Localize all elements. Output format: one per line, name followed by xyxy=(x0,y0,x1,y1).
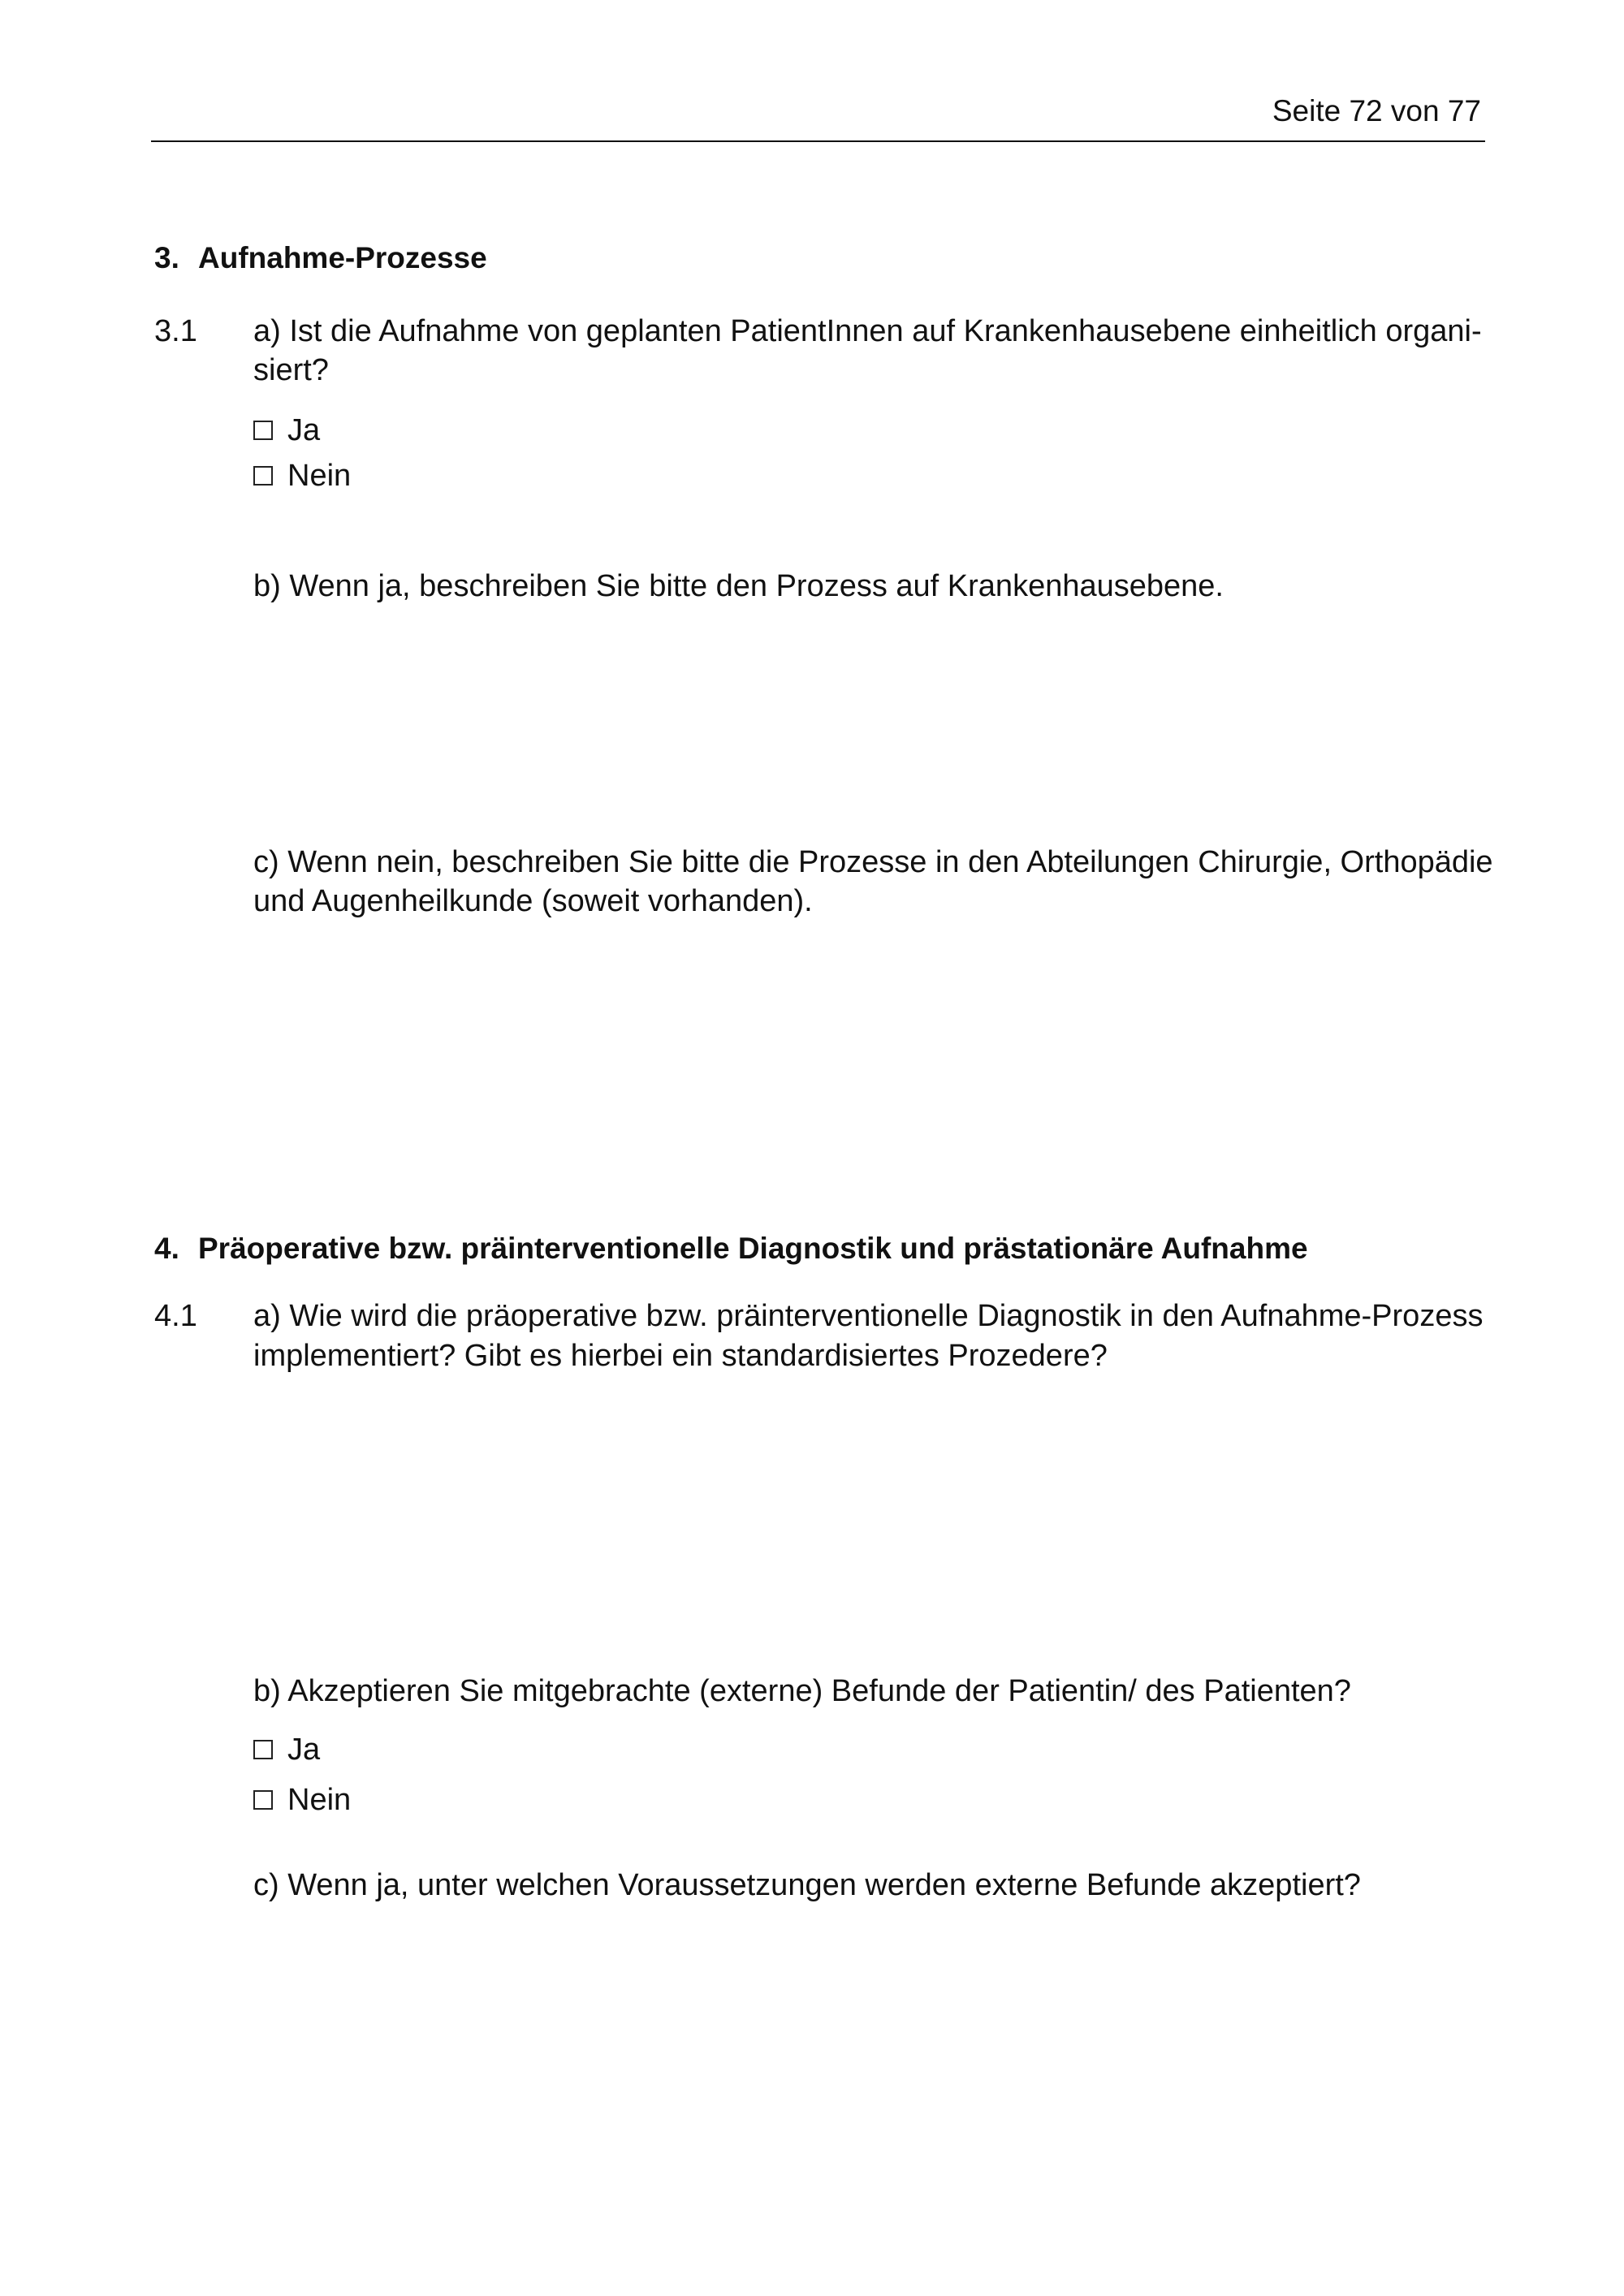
section-3-heading xyxy=(154,238,487,278)
option-label: Nein xyxy=(287,459,352,493)
checkbox-icon[interactable] xyxy=(253,466,273,486)
question-4-1-c: c) Wenn ja, unter welchen Voraussetzungen werden externe Befunde akzeptiert? xyxy=(253,1868,1361,1902)
option-3-1-ja[interactable] xyxy=(253,410,320,451)
section-4-number: 4. xyxy=(154,1232,179,1265)
header-divider xyxy=(151,140,1485,142)
question-3-1-c-line1: c) Wenn nein, beschreiben Sie bitte die Prozesse in den Abteilungen Chirurgie, Orthopädie xyxy=(253,845,1493,879)
question-3-1-c-line2: und Augenheilkunde (soweit vorhanden). xyxy=(253,884,813,918)
checkbox-icon[interactable] xyxy=(253,1740,273,1759)
option-label: Nein xyxy=(287,1783,352,1817)
option-3-1-nein[interactable] xyxy=(253,455,351,496)
option-label: Ja xyxy=(287,1733,321,1767)
section-4-title: Präoperative bzw. präinterventionelle Diagnostik und prästationäre Aufnahme xyxy=(198,1232,1308,1265)
section-3-number: 3. xyxy=(154,241,179,274)
question-3-1-a-line2: siert? xyxy=(253,353,329,387)
checkbox-icon[interactable] xyxy=(253,421,273,440)
section-4-heading xyxy=(154,1228,1308,1269)
question-3-1-a-line1: a) Ist die Aufnahme von geplanten PatientInnen auf Krankenhausebene einheitlich organi- xyxy=(253,314,1482,348)
option-label: Ja xyxy=(287,413,321,447)
option-4-1-nein[interactable] xyxy=(253,1780,351,1820)
page-number: Seite 72 von 77 xyxy=(1272,94,1481,127)
question-4-1-number: 4.1 xyxy=(154,1299,197,1333)
question-4-1-a-line2: implementiert? Gibt es hierbei ein standardisiertes Prozedere? xyxy=(253,1339,1108,1373)
option-4-1-ja[interactable] xyxy=(253,1729,320,1770)
question-3-1-number: 3.1 xyxy=(154,314,197,348)
question-4-1-a-line1: a) Wie wird die präoperative bzw. präinterventionelle Diagnostik in den Aufnahme-Prozess xyxy=(253,1299,1484,1333)
checkbox-icon[interactable] xyxy=(253,1790,273,1810)
question-3-1-b: b) Wenn ja, beschreiben Sie bitte den Prozess auf Krankenhausebene. xyxy=(253,569,1224,603)
question-4-1-b: b) Akzeptieren Sie mitgebrachte (externe) Befunde der Patientin/ des Patienten? xyxy=(253,1674,1351,1708)
section-3-title: Aufnahme-Prozesse xyxy=(198,241,487,274)
